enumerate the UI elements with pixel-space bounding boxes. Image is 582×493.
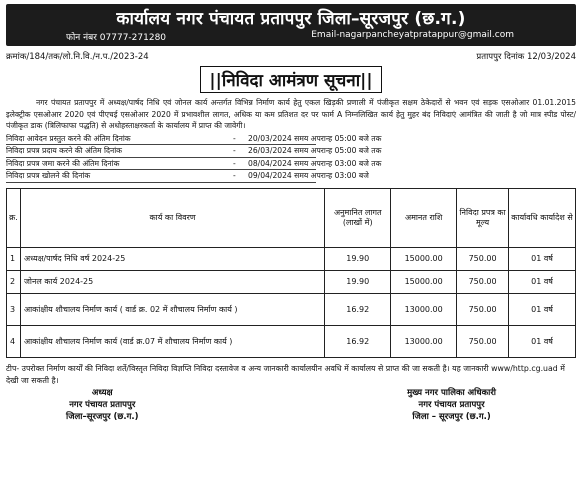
reference-date: प्रतापपुर दिनांक 12/03/2024 xyxy=(476,52,576,62)
date-value: 20/03/2024 समय अपरान्ह 05:00 बजे तक xyxy=(248,133,382,143)
row-serial: 1 xyxy=(7,247,21,270)
reference-number: क्रमांक/184/तक/लो.नि.वि./न.प./2023-24 xyxy=(6,52,149,62)
row-deposit: 13000.00 xyxy=(391,325,457,357)
row-description: जोनल कार्य 2024-25 xyxy=(20,270,324,293)
row-period: 01 वर्ष xyxy=(509,325,576,357)
col-header-deposit: अमानत राशि xyxy=(391,188,457,247)
row-serial: 2 xyxy=(7,270,21,293)
row-fee: 750.00 xyxy=(457,325,509,357)
col-header-serial: क्र. xyxy=(7,188,21,247)
signature-line: मुख्य नगर पालिका अधिकारी xyxy=(407,387,496,398)
intro-paragraph: नगर पंचायत प्रतापपुर में अध्यक्ष/पार्षद निधि एवं जोनल कार्य अन्तर्गत विभिन्न निर्माण कार्य हेतु एकल खिड़की प्रणाली में पंजीकृत सक्षम ठेकेदारों से भवन एवं सड़क एसओआर 01.01.2015 इलेक्ट्रीक एसओआर 2020 एवं पीएचई एसओआर 2020 में प्रभावशील लागत, अधिक या कम प्रतिशत दर पर फार्म A निम्नलिखित कार्य हेतु मुहर बंद निविदाएं आमंत्रित की जाती है जो मात्र स्पीड पोस्ट/पंजीकृत डाक (त्रिलिफाफा पद्धति) से अधोहस्ताक्षरकर्ता के कार्यालय में प्राप्त की जावेगी। xyxy=(6,98,576,131)
office-email: Email-nagarpancheyatpratappur@gmail.com xyxy=(311,30,514,40)
key-dates xyxy=(6,133,576,183)
signature-president xyxy=(66,387,139,423)
date-row xyxy=(6,133,382,146)
date-label: निविदा प्रपत्र जमा करने की अंतिम दिनांक xyxy=(6,158,120,168)
date-label: निविदा प्रपत्र प्रदाय करने की अंतिम दिनांक xyxy=(6,146,123,156)
office-phone: फोन नंबर 07777-271280 xyxy=(66,33,167,43)
row-cost: 19.90 xyxy=(325,247,391,270)
row-deposit: 15000.00 xyxy=(391,247,457,270)
row-description: आकांक्षीय शौचालय निर्माण कार्य (वार्ड क्र.07 में शौचालय निर्माण कार्य ) xyxy=(20,325,324,357)
row-period: 01 वर्ष xyxy=(509,270,576,293)
table-header-row xyxy=(7,188,576,247)
works-table xyxy=(6,188,576,358)
col-header-estimated-cost: अनुमानित लागत (लाखों में) xyxy=(325,188,391,247)
table-row xyxy=(7,247,576,270)
notice-title: ||निविदा आमंत्रण सूचना|| xyxy=(200,66,381,93)
table-row xyxy=(7,293,576,325)
date-dash: - xyxy=(233,158,236,168)
date-dash: - xyxy=(233,146,236,156)
date-row xyxy=(6,170,369,183)
row-cost: 16.92 xyxy=(325,325,391,357)
row-fee: 750.00 xyxy=(457,293,509,325)
row-description: आकांक्षीय शौचालय निर्माण कार्य ( वार्ड क्र. 02 में शौचालय निर्माण कार्य ) xyxy=(20,293,324,325)
date-label: निविदा प्रपत्र खोलने की दिनांक xyxy=(6,171,91,181)
row-period: 01 वर्ष xyxy=(509,293,576,325)
col-header-duration: कार्यावधि कार्यादेश से xyxy=(509,188,576,247)
signature-line: अध्यक्ष xyxy=(91,387,113,398)
date-dash: - xyxy=(233,133,236,143)
row-serial: 3 xyxy=(7,293,21,325)
row-deposit: 13000.00 xyxy=(391,293,457,325)
reference-row xyxy=(6,51,576,63)
date-value: 08/04/2024 समय अपरान्ह 03:00 बजे तक xyxy=(248,158,382,168)
date-value: 09/04/2024 समय अपरान्ह 03:00 बजे xyxy=(248,171,369,181)
table-row xyxy=(7,325,576,357)
signature-block xyxy=(6,387,576,437)
signature-cmo xyxy=(407,387,496,423)
row-period: 01 वर्ष xyxy=(509,247,576,270)
row-cost: 16.92 xyxy=(325,293,391,325)
signature-line: जिला–सूरजपुर (छ.ग.) xyxy=(66,411,139,422)
date-row xyxy=(6,158,382,171)
signature-line: जिला – सूरजपुर (छ.ग.) xyxy=(412,411,491,422)
col-header-form-fee: निविदा प्रपत्र का मूल्य xyxy=(457,188,509,247)
signature-line: नगर पंचायत प्रतापपुर xyxy=(418,399,485,410)
row-cost: 19.90 xyxy=(325,270,391,293)
table-row xyxy=(7,270,576,293)
date-dash: - xyxy=(233,171,236,181)
row-fee: 750.00 xyxy=(457,270,509,293)
row-fee: 750.00 xyxy=(457,247,509,270)
notice-title-wrap xyxy=(6,66,576,93)
date-value: 26/03/2024 समय अपरान्ह 05:00 बजे तक xyxy=(248,146,382,156)
office-header-band xyxy=(6,4,576,46)
col-header-description: कार्य का विवरण xyxy=(20,188,324,247)
row-description: अध्यक्ष/पार्षद निधि वर्ष 2024-25 xyxy=(20,247,324,270)
date-label: निविदा आवेदन प्रस्तुत करने की अंतिम दिनांक xyxy=(6,133,131,143)
date-row xyxy=(6,145,382,158)
footer-note: टीप- उपरोक्त निर्माण कार्यों की निविदा शर्ते/विस्तृत निविदा विज्ञप्ति निविदा दस्तावेज व अन्य जानकारी कार्यालयीन अवधि में कार्यालय से प्राप्त की जा सकती है। यह जानकारी www/http.cg.uad में देखी जा सकती है। xyxy=(6,363,565,385)
signature-line: नगर पंचायत प्रतापपुर xyxy=(69,399,136,410)
row-deposit: 15000.00 xyxy=(391,270,457,293)
office-title: कार्यालय नगर पंचायत प्रतापपुर जिला–सूरजपुर (छ.ग.) xyxy=(116,9,466,29)
row-serial: 4 xyxy=(7,325,21,357)
